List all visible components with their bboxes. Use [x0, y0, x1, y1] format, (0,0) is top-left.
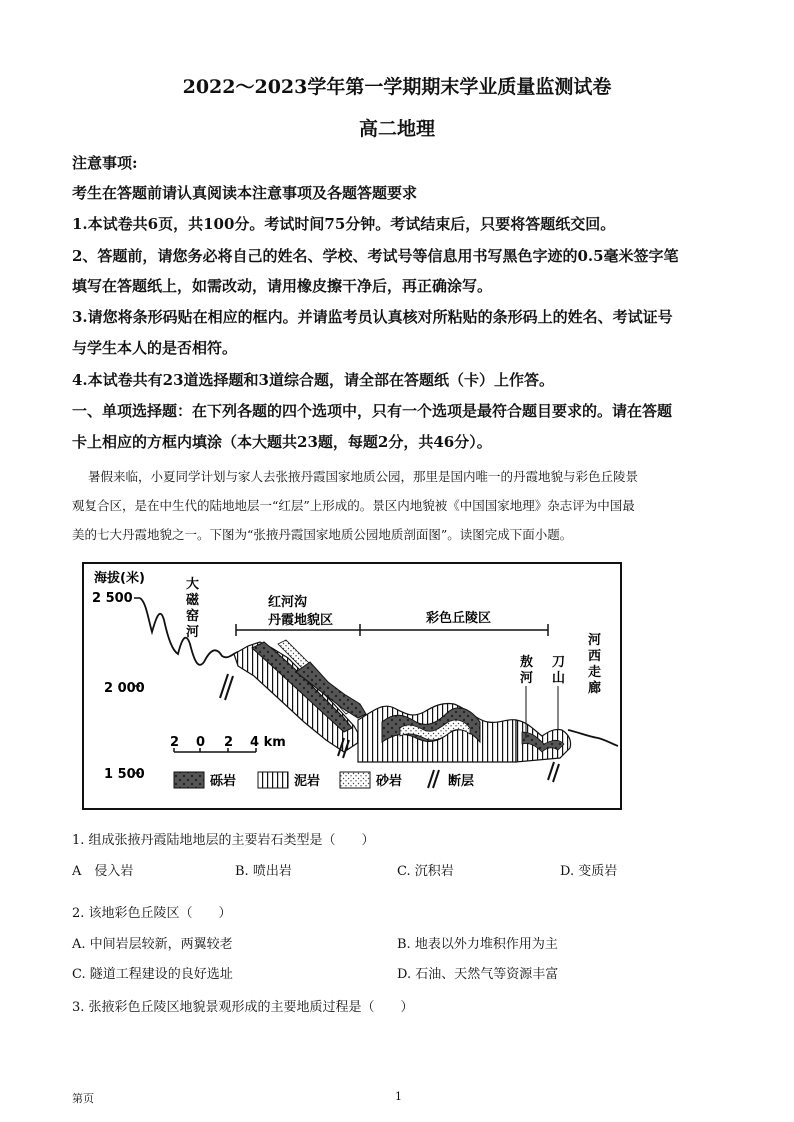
label-hexi-4: 廊 — [588, 681, 602, 696]
exam-subject: 高二地理 — [358, 118, 435, 140]
notice-line: 考生在答题前请认真阅读本注意事项及各题答题要求 — [72, 184, 418, 202]
geologic-section-figure — [82, 562, 622, 812]
question-2-option-d[interactable]: D. 石油、天然气等资源丰富 — [397, 967, 559, 982]
question-2-stem: 2. 该地彩色丘陵区（ ） — [72, 906, 232, 921]
label-hexi-1: 河 — [588, 633, 602, 648]
notice-heading: 注意事项: — [72, 154, 138, 172]
label-honghegou: 红河沟 — [268, 595, 308, 610]
section-heading: 一、单项选择题：在下列各题的四个选项中，只有一个选项是最符合题目要求的。请在答题 — [72, 402, 673, 420]
footer-label: 第页 — [72, 1092, 94, 1105]
label-caise-zone: 彩色丘陵区 — [426, 611, 492, 626]
question-2-option-a[interactable]: A. 中间岩层较新，两翼较老 — [72, 937, 233, 952]
question-3-stem: 3. 张掖彩色丘陵区地貌景观形成的主要地质过程是（ ） — [72, 1000, 414, 1015]
scale-tick: 2 — [224, 735, 234, 750]
label-dachigou-2: 磁 — [186, 593, 200, 608]
scale-tick: 2 — [170, 735, 180, 750]
legend-label-sandstone: 砂岩 — [376, 774, 403, 789]
y-tick-2500: 2 500 — [92, 591, 133, 606]
legend-label-conglomerate: 砾岩 — [210, 774, 237, 789]
label-dachigou-1: 大 — [186, 577, 200, 592]
label-hexi-2: 西 — [588, 649, 602, 664]
passage-line: 观复合区，是在中生代的陆地地层一“红层”上形成的。景区内地貌被《中国国家地理》杂志评为中国最 — [72, 498, 635, 513]
y-tick-2000: 2 000 — [104, 681, 145, 696]
page-number: 1 — [395, 1090, 402, 1103]
label-dachigou-3: 窑 — [186, 609, 200, 624]
scale-tick: 4 km — [250, 735, 286, 750]
label-daoshan-2: 山 — [552, 671, 566, 686]
question-2-option-c[interactable]: C. 隧道工程建设的良好选址 — [72, 967, 233, 982]
question-1-option-d[interactable]: D. 变质岩 — [560, 864, 618, 879]
section-heading-cont: 卡上相应的方框内填涂（本大题共23题，每题2分，共46分）。 — [72, 433, 492, 451]
legend-label-fault: 断层 — [448, 774, 475, 789]
notice-line: 2、答题前，请您务必将自己的姓名、学校、考试号等信息用书写黑色字迹的0.5毫米签字笔 — [72, 247, 679, 265]
question-2-option-b[interactable]: B. 地表以外力堆积作用为主 — [397, 937, 558, 952]
notice-line: 填写在答题纸上，如需改动，请用橡皮擦干净后，再正确涂写。 — [72, 277, 493, 295]
question-1-option-b[interactable]: B. 喷出岩 — [235, 864, 292, 879]
y-tick-1500: 1 500 — [104, 767, 145, 782]
question-1-option-c[interactable]: C. 沉积岩 — [397, 864, 454, 879]
label-aohe-2: 河 — [520, 671, 534, 686]
exam-title: 2022～2023学年第一学期期末学业质量监测试卷 — [182, 76, 612, 98]
notice-line: 与学生本人的是否相符。 — [72, 339, 238, 357]
label-hexi-3: 走 — [588, 665, 602, 680]
question-1-stem: 1. 组成张掖丹霞陆地地层的主要岩石类型是（ ） — [72, 833, 375, 848]
question-1-option-a[interactable]: A 侵入岩 — [72, 864, 134, 879]
notice-line: 4.本试卷共有23道选择题和3道综合题，请全部在答题纸（卡）上作答。 — [72, 371, 554, 389]
label-daoshan-1: 刀 — [552, 655, 566, 670]
scale-tick: 0 — [196, 735, 206, 750]
notice-line: 1.本试卷共6页，共100分。考试时间75分钟。考试结束后，只要将答题纸交回。 — [72, 215, 616, 233]
y-axis-label: 海拔(米) — [94, 571, 145, 586]
legend-label-mudstone: 泥岩 — [294, 774, 321, 789]
notice-line: 3.请您将条形码贴在相应的框内。并请监考员认真核对所粘贴的条形码上的姓名、考试证号 — [72, 308, 673, 326]
passage-line: 美的七大丹霞地貌之一。下图为“张掖丹霞国家地质公园地质剖面图”。读图完成下面小题。 — [72, 527, 573, 542]
passage-line: 暑假来临，小夏同学计划与家人去张掖丹霞国家地质公园，那里是国内唯一的丹霞地貌与彩色丘陵景 — [88, 469, 639, 484]
label-dachigou-4: 河 — [186, 625, 200, 640]
label-danxia-zone: 丹霞地貌区 — [268, 613, 334, 628]
label-aohe-1: 敖 — [520, 655, 534, 670]
